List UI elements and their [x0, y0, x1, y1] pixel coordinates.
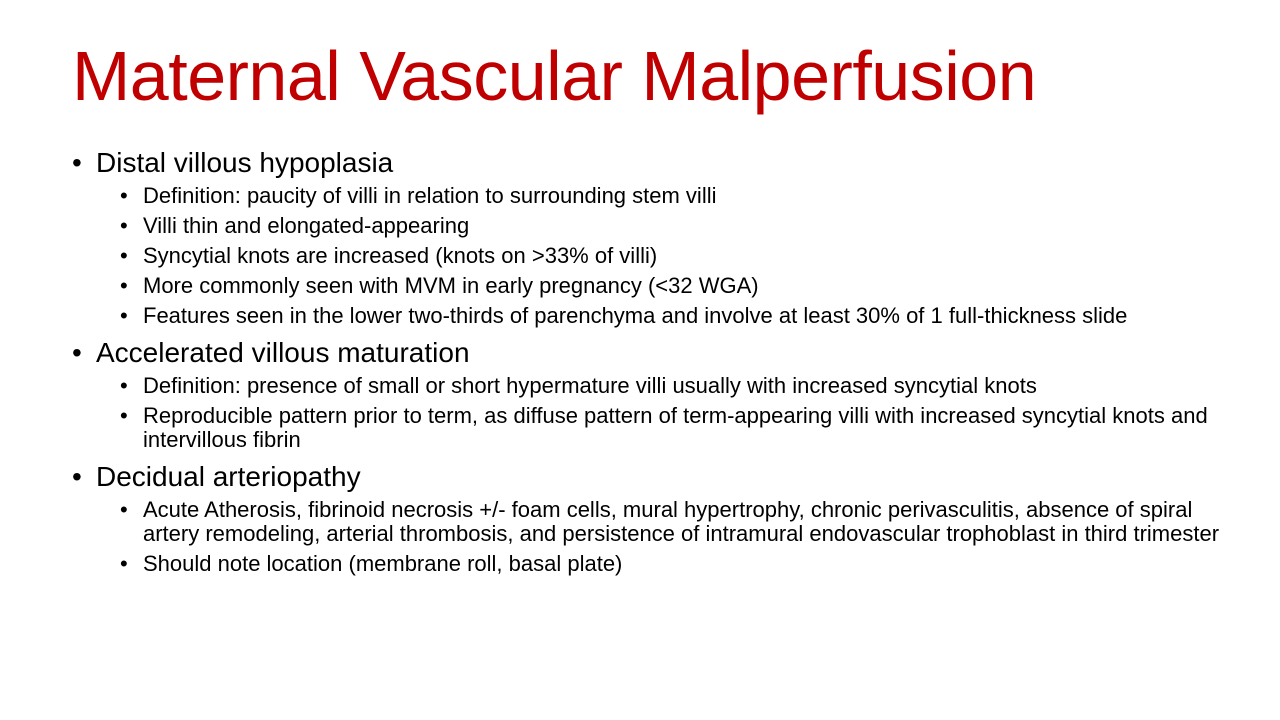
bullet-glyph: •	[120, 183, 128, 208]
sub-bullet-text: Syncytial knots are increased (knots on >33% of villi)	[143, 243, 658, 268]
sub-bullet-text: Villi thin and elongated-appearing	[143, 213, 470, 238]
sub-bullet	[120, 498, 1232, 546]
sub-bullet-text: Should note location (membrane roll, basal plate)	[143, 551, 623, 576]
section-heading-decidual-arteriopathy	[72, 460, 1232, 494]
bullet-glyph: •	[120, 273, 128, 298]
bullet-glyph: •	[120, 403, 128, 428]
section-heading-accelerated-villous-maturation	[72, 336, 1232, 370]
section-heading-distal-villous-hypoplasia	[72, 146, 1232, 180]
bullet-glyph: •	[72, 461, 82, 492]
bullet-glyph: •	[72, 147, 82, 178]
bullet-glyph: •	[120, 551, 128, 576]
sub-bullet	[120, 184, 1232, 208]
sub-bullet-text: Reproducible pattern prior to term, as diffuse pattern of term-appearing villi with increased syncytial knots and intervillous fibrin	[143, 403, 1208, 452]
section-heading-text: Decidual arteriopathy	[96, 461, 361, 492]
bullet-glyph: •	[120, 303, 128, 328]
section-heading-text: Accelerated villous maturation	[96, 337, 470, 368]
sub-bullet-text: Features seen in the lower two-thirds of parenchyma and involve at least 30% of 1 full-thickness slide	[143, 303, 1128, 328]
sub-bullet	[120, 374, 1232, 398]
sub-bullet	[120, 274, 1232, 298]
sub-bullet	[120, 552, 1232, 576]
section-heading-text: Distal villous hypoplasia	[96, 147, 394, 178]
sub-bullet-text: Definition: paucity of villi in relation to surrounding stem villi	[143, 183, 717, 208]
bullet-glyph: •	[120, 373, 128, 398]
bullet-glyph: •	[72, 337, 82, 368]
bullet-glyph: •	[120, 243, 128, 268]
slide-title: Maternal Vascular Malperfusion	[72, 37, 1037, 115]
sub-bullet-text: Definition: presence of small or short hypermature villi usually with increased syncytial knots	[143, 373, 1037, 398]
sub-bullet	[120, 304, 1232, 328]
sub-bullet-text: Acute Atherosis, fibrinoid necrosis +/- foam cells, mural hypertrophy, chronic perivasculitis, absence of spiral artery remodeling, arterial thrombosis, and persistence of intramural endovascular trophoblast in third trimester	[143, 497, 1220, 546]
bullet-glyph: •	[120, 497, 128, 522]
sub-bullet	[120, 214, 1232, 238]
bullet-glyph: •	[120, 213, 128, 238]
sub-bullet	[120, 244, 1232, 268]
sub-bullet-text: More commonly seen with MVM in early pregnancy (<32 WGA)	[143, 273, 759, 298]
bullet-list	[72, 146, 1232, 576]
sub-bullet	[120, 404, 1232, 452]
